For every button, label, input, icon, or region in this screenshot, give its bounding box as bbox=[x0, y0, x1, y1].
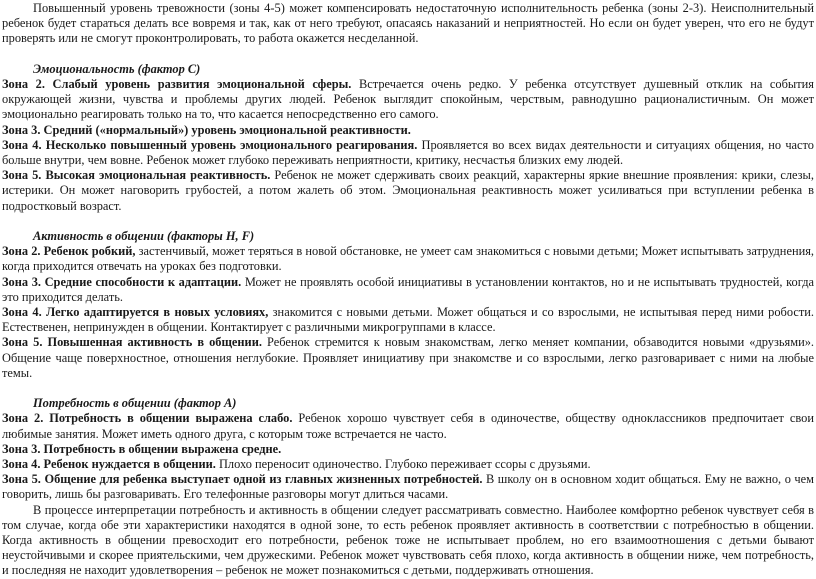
zone-title: Зона 2. Слабый уровень развития эмоциональной сферы. bbox=[2, 77, 352, 91]
zone-item bbox=[2, 442, 814, 457]
zone-text: Встречается очень редко. У ребенка отсутствует душевный отклик на события окружающей жизни, чувства и проблемы других людей. Ребенок выглядит спокойным, черствым, равнодушно рационалистичным. Он может эмоционально реагировать только на то, что касается непосредственно его самого. bbox=[2, 77, 814, 122]
zone-item bbox=[2, 244, 814, 274]
zone-item bbox=[2, 275, 814, 305]
zone-title: Зона 3. Средние способности к адаптации. bbox=[2, 274, 242, 289]
section-heading-emotionality: Эмоциональность (фактор С) bbox=[33, 61, 201, 76]
zone-item bbox=[2, 168, 814, 214]
zone-title: Зона 2. Ребенок робкий, bbox=[2, 244, 136, 259]
zone-text: Ребенок стремится к новым знакомствам, легко меняет компании, обзаводится новыми «друзьями». Общение чаще поверхностное, отношения неглубокие. Проявляет инициативу при знакомстве и со взрослыми, легко разговаривает с ними на любые темы. bbox=[2, 335, 814, 380]
spacer bbox=[2, 214, 814, 229]
zone-item bbox=[2, 123, 814, 138]
paragraph-intro: Повышенный уровень тревожности (зоны 4-5) может компенсировать недостаточную исполнительность ребенка (зоны 2-3). Неисполнительный ребенок будет стараться делать все вовремя и так, как от него требуют, опасаясь наказаний и неприятностей. Но если он будет уверен, что его не будут проверять или не смогут проконтролировать, то работа окажется несделанной. bbox=[2, 1, 814, 46]
zone-item bbox=[2, 77, 814, 123]
zone-item bbox=[2, 138, 814, 168]
zone-text: В школу он в основном ходит общаться. Ему не важно, о чем говорить, лишь бы разговаривать. Его телефонные разговоры могут длиться часами. bbox=[2, 472, 814, 502]
section-heading-communication-need: Потребность в общении (фактор А) bbox=[33, 396, 237, 411]
spacer bbox=[2, 381, 814, 396]
zone-item bbox=[2, 305, 814, 335]
zone-text: Ребенок не может сдерживать своих реакций, характерны яркие внешние проявления: крики, слезы, истерики. Он может наговорить грубостей, а потом жалеть об этом. Эмоциональная реактивность может усиливаться при вступлении ребенка в подростковый возраст. bbox=[2, 168, 814, 213]
paragraph-interpretation: В процессе интерпретации потребность и активность в общении следует рассматривать совместно. Наиболее комфортно ребенок чувствует себя в том случае, когда обе эти характеристики находятся в одной зоне, то есть ребенок проявляет активность в соответствии с потребностью в общении. Когда активность в общении превосходит его потребности, ребенок тоже не испытывает проблем, но его взаимоотношения с детьми бывают неустойчивыми и скорее приятельскими, чем дружескими. Ребенок может чувствовать себя плохо, когда активность в общении ниже, чем потребность, и последняя не находит удовлетворения – ребенок не может познакомиться с детьми, поддерживать отношения. bbox=[2, 502, 814, 578]
zone-item bbox=[2, 457, 814, 472]
zone-title: Зона 3. Потребность в общении выражена средне. bbox=[2, 441, 282, 456]
zone-text: застенчивый, может теряться в новой обстановке, не умеет сам знакомиться с новыми детьми; Может испытывать затруднения, когда приходится отвечать на уроках без подготовки. bbox=[2, 244, 814, 274]
zone-title: Зона 4. Несколько повышенный уровень эмоционального реагирования. bbox=[2, 137, 418, 152]
zone-text: знакомится с новыми детьми. Может общаться и со взрослыми, не испытывая перед ними робости. Естественен, непринужден в общении. Контактирует с различными микрогруппами в классе. bbox=[2, 305, 814, 335]
zone-text: Проявляется во всех видах деятельности и ситуациях общения, но часто больше внутри, чем вовне. Ребенок может глубоко переживать неприятности, критику, несчастья близких ему людей. bbox=[2, 137, 814, 168]
zone-title: Зона 5. Высокая эмоциональная реактивность. bbox=[2, 168, 271, 183]
spacer bbox=[2, 47, 814, 62]
zone-text: Ребенок хорошо чувствует себя в одиночестве, обществу одноклассников предпочитает свои любимые занятия. Может иметь одного друга, с которым тоже встречается не часто. bbox=[2, 411, 814, 441]
section-heading-communication-activity: Активность в общении (факторы Н, F) bbox=[33, 229, 255, 244]
zone-item bbox=[2, 335, 814, 381]
zone-item bbox=[2, 411, 814, 441]
zone-title: Зона 4. Ребенок нуждается в общении. bbox=[2, 457, 216, 472]
zone-title: Зона 4. Легко адаптируется в новых условиях, bbox=[2, 305, 269, 320]
zone-text: Плохо переносит одиночество. Глубоко переживает ссоры с друзьями. bbox=[215, 457, 591, 472]
zone-text: Может не проявлять особой инициативы в установлении контактов, но и не испытывать трудностей, когда это приходится делать. bbox=[2, 274, 815, 304]
zone-title: Зона 5. Повышенная активность в общении. bbox=[2, 335, 262, 350]
zone-title: Зона 5. Общение для ребенка выступает одной из главных жизненных потребностей. bbox=[2, 472, 483, 487]
zone-item bbox=[2, 472, 814, 502]
zone-title: Зона 2. Потребность в общении выражена слабо. bbox=[2, 411, 293, 426]
zone-title: Зона 3. Средний («нормальный») уровень эмоциональной реактивности. bbox=[2, 122, 411, 137]
